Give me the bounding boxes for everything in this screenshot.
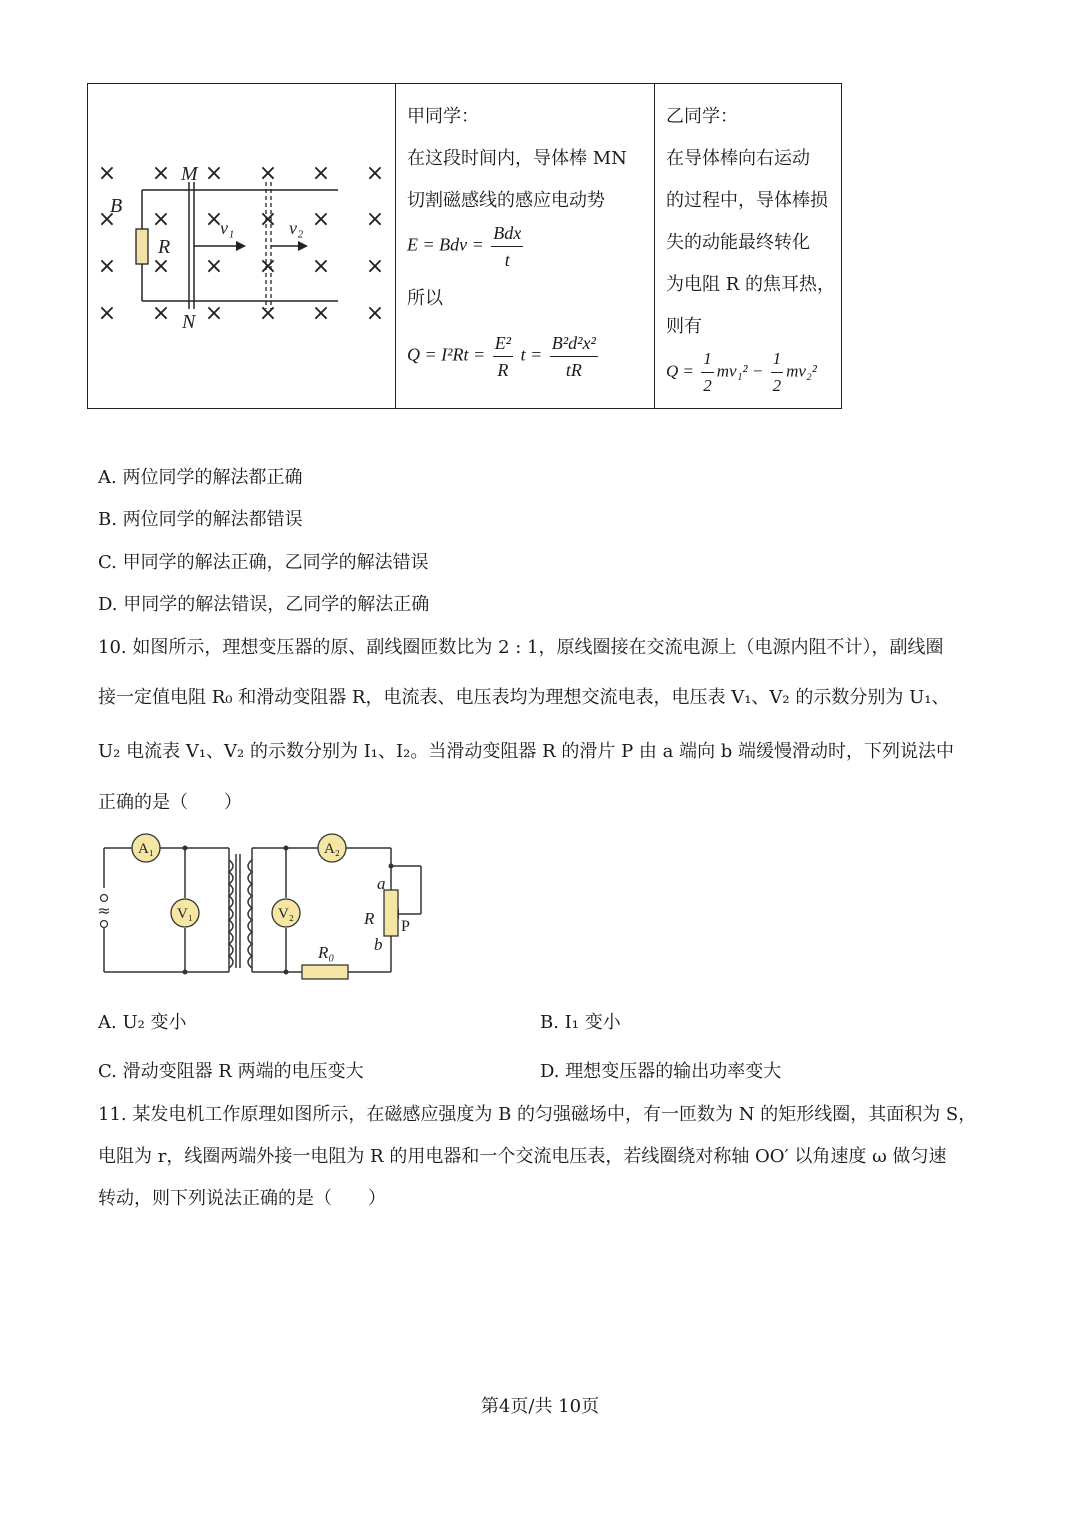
label-v1: v₁ [220,218,235,238]
label-v2: v₂ [289,218,304,238]
yi-line3: 失的动能最终转化 [666,232,810,253]
label-b: B [110,195,123,217]
svg-text:b: b [374,935,383,954]
svg-text:a: a [377,874,386,893]
svg-text:×: × [311,301,331,326]
student-yi-cell [654,84,841,408]
svg-text:×: × [311,161,331,186]
jia-eq1: E = Bdv = $\frac{\text{Bdx}}{t}$ [407,220,526,273]
q9-option-a[interactable]: A. 两位同学的解法都正确 [98,467,303,488]
q10-option-d[interactable]: D. 理想变压器的输出功率变大 [540,1061,782,1082]
yi-line5: 则有 [666,316,702,337]
jia-line4: 所以 [407,288,443,309]
svg-text:×: × [151,161,171,186]
label-r: R [158,236,171,258]
svg-text:V₁: V₁ [176,906,194,922]
q11-line2: 电阻为 r，线圈两端外接一电阻为 R 的用电器和一个交流电压表，若线圈绕对称轴 OO′ 以角速度 ω 做匀速 [98,1146,947,1167]
svg-text:×: × [151,207,171,232]
q10-option-c[interactable]: C. 滑动变阻器 R 两端的电压变大 [98,1061,364,1082]
q10-line1: 10. 如图所示，理想变压器的原、副线圈匝数比为 2 : 1，原线圈接在交流电源上（电源内阻不计），副线圈 [98,637,944,658]
student-jia-cell [395,84,655,408]
resistor-r0 [302,965,348,979]
svg-text:×: × [204,207,224,232]
transformer-circuit [96,828,436,984]
svg-text:×: × [258,161,278,186]
jia-title: 甲同学： [407,106,479,127]
svg-text:×: × [151,254,171,279]
yi-line4: 为电阻 R 的焦耳热， [666,274,835,295]
svg-text:×: × [204,254,224,279]
q11-line1: 11. 某发电机工作原理如图所示，在磁感应强度为 B 的匀强磁场中，有一匝数为 N 的矩形线圈，其面积为 S， [98,1104,977,1125]
svg-text:×: × [311,207,331,232]
svg-text:×: × [365,161,385,186]
q11-line3: 转动，则下列说法正确的是（ ） [98,1188,386,1209]
svg-text:×: × [97,254,117,279]
svg-text:R: R [364,909,375,928]
yi-title: 乙同学： [666,106,738,127]
ac-source-icon: ≈ [97,901,111,920]
jia-eq2: Q = I²Rt = $\frac{\text{E²}}{R}$ t = $\frac{\text{B²d²x²}}{tR}$ [407,330,601,383]
q9-option-c[interactable]: C. 甲同学的解法正确，乙同学的解法错误 [98,552,429,573]
svg-text:A₂: A₂ [323,841,341,857]
q9-option-d[interactable]: D. 甲同学的解法错误，乙同学的解法正确 [98,594,430,615]
svg-text:R₀: R₀ [318,943,335,962]
jia-line2: 切割磁感线的感应电动势 [407,190,605,211]
svg-text:V₂: V₂ [277,906,295,922]
svg-text:×: × [365,207,385,232]
yi-eq: Q = $\frac{1}{2}$ mv₁² − $\frac{1}{2}$ mv₂² [666,346,817,399]
yi-line2: 的过程中，导体棒损 [666,190,828,211]
svg-text:×: × [151,301,171,326]
svg-text:×: × [204,301,224,326]
yi-line1: 在导体棒向右运动 [666,148,810,169]
page-footer: 第4页/共 10页 [480,1396,600,1417]
svg-text:×: × [204,161,224,186]
svg-text:×: × [365,254,385,279]
resistor-r [136,229,148,264]
svg-text:×: × [365,301,385,326]
svg-text:×: × [311,254,331,279]
svg-text:×: × [97,301,117,326]
jia-line1: 在这段时间内，导体棒 MN [407,148,627,169]
label-n: N [182,311,196,333]
svg-text:A₁: A₁ [137,841,155,857]
q10-line2: 接一定值电阻 R₀ 和滑动变阻器 R，电流表、电压表均为理想交流电表，电压表 V₁、V₂ 的示数分别为 U₁、 [98,687,950,708]
q10-option-a[interactable]: A. U₂ 变小 [98,1012,187,1033]
svg-text:×: × [97,207,117,232]
svg-text:×: × [258,207,278,232]
rheostat-r [384,890,398,936]
label-m: M [181,163,198,185]
q10-line4: 正确的是（ ） [98,792,242,813]
svg-text:×: × [258,254,278,279]
svg-text:×: × [258,301,278,326]
q10-line3: U₂ 电流表 V₁、V₂ 的示数分别为 I₁、I₂。当滑动变阻器 R 的滑片 P 由 a 端向 b 端缓慢滑动时，下列说法中 [98,741,955,762]
diagram-cell [88,84,396,408]
solution-table [87,83,842,409]
svg-text:P: P [401,918,410,935]
cross: × [97,161,117,186]
q10-option-b[interactable]: B. I₁ 变小 [540,1012,621,1033]
rail-diagram [88,84,395,408]
q9-option-b[interactable]: B. 两位同学的解法都错误 [98,509,303,530]
